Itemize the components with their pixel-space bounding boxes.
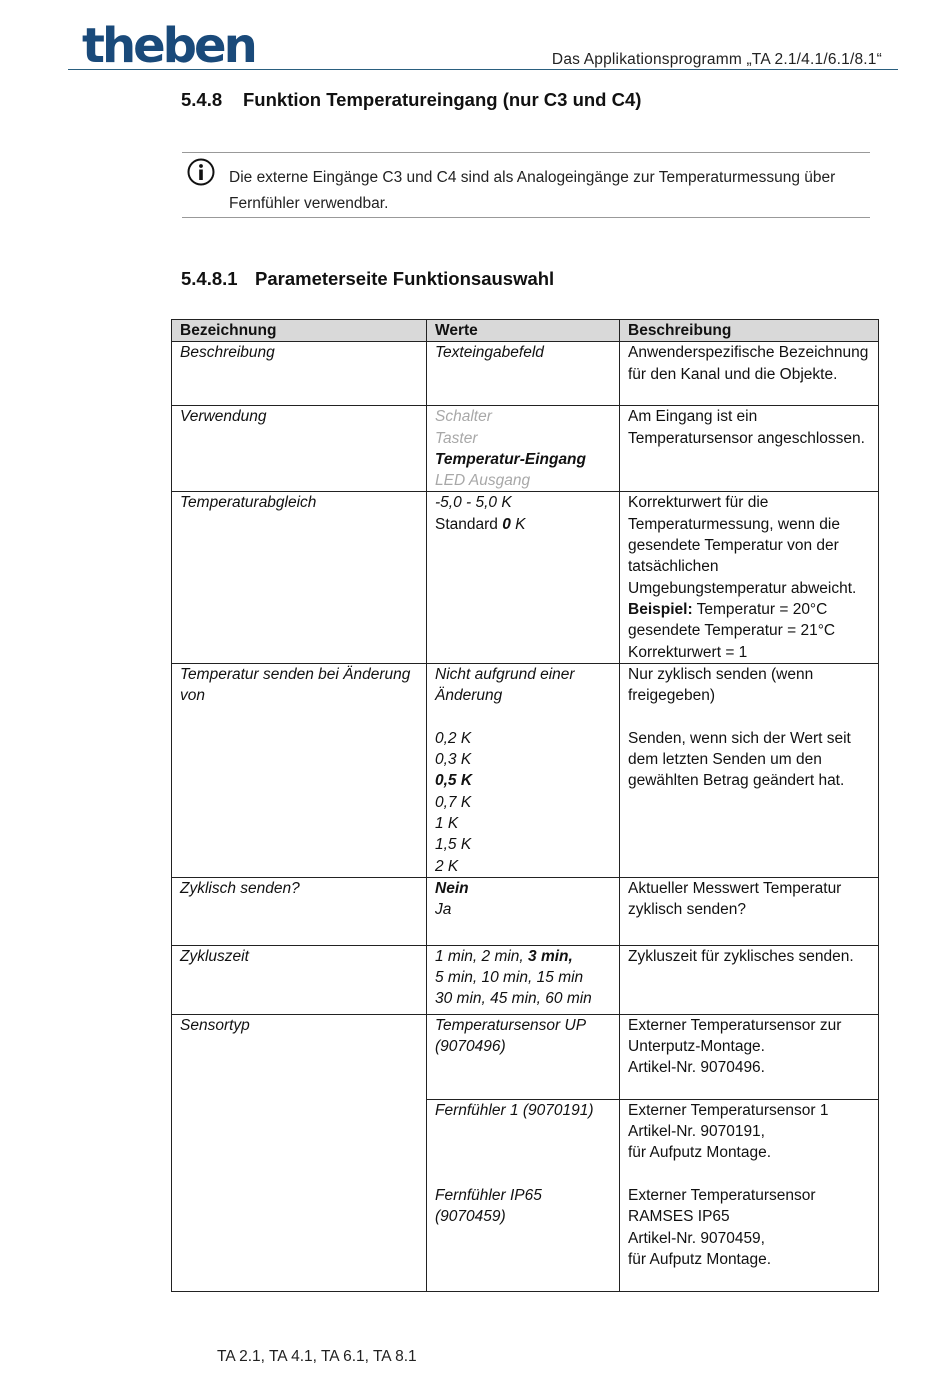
param-name: Sensortyp	[172, 1014, 427, 1291]
value-option: Taster	[435, 429, 478, 447]
theben-logo: theben	[82, 18, 255, 74]
description-text: Nur zyklisch senden (wenn freigegeben)	[628, 665, 814, 705]
value-line: 5 min, 10 min, 15 min	[435, 969, 584, 987]
table-row	[172, 945, 879, 1014]
param-description: Aktueller Messwert Temperatur zyklisch senden?	[620, 877, 879, 945]
param-values	[427, 663, 620, 877]
value-option: 1 K	[435, 814, 459, 832]
param-name: Zyklisch senden?	[172, 877, 427, 945]
param-name: Verwendung	[172, 406, 427, 492]
example-line: Korrekturwert = 1	[628, 643, 748, 661]
default-unit: K	[510, 515, 526, 533]
description-text: Artikel-Nr. 9070496.	[628, 1059, 765, 1077]
column-header-bezeichnung: Bezeichnung	[172, 320, 427, 342]
value-options: 1 min, 2 min,	[435, 947, 529, 965]
param-name: Beschreibung	[172, 342, 427, 406]
default-label: Standard	[435, 515, 503, 533]
section-number: 5.4.8	[181, 89, 223, 110]
param-name: Temperatur senden bei Änderung von	[172, 663, 427, 877]
header-title: Das Applikationsprogramm „TA 2.1/4.1/6.1/8.1“	[551, 51, 882, 68]
section-title: Funktion Temperatureingang (nur C3 und C4)	[243, 89, 642, 110]
example-label: Beispiel:	[628, 600, 693, 618]
param-description: Anwenderspezifische Bezeichnung für den Kanal und die Objekte.	[620, 342, 879, 406]
column-header-beschreibung: Beschreibung	[620, 320, 879, 342]
example-text: Temperatur = 20°C	[692, 600, 828, 618]
table-row	[172, 342, 879, 406]
spacer	[435, 1121, 613, 1142]
default-value: 0	[502, 515, 511, 533]
param-values	[427, 877, 620, 945]
value-option: Nicht aufgrund einer Änderung	[435, 665, 575, 705]
param-values	[427, 492, 620, 663]
spacer	[628, 1164, 872, 1185]
value-option: 2 K	[435, 857, 459, 875]
param-name: Temperaturabgleich	[172, 492, 427, 663]
info-note	[182, 152, 870, 218]
value-option: Fernfühler 1 (9070191)	[435, 1101, 594, 1119]
param-values	[427, 1099, 620, 1291]
table-header-row	[172, 320, 879, 342]
column-header-werte: Werte	[427, 320, 620, 342]
description-text: Korrekturwert für die Temperaturmessung, wenn die gesendete Temperatur von der tatsächlichen Umgebungstemperatur abweicht.	[628, 494, 857, 597]
param-values	[427, 945, 620, 1014]
subsection-heading	[181, 268, 554, 290]
value-option: Schalter	[435, 408, 492, 426]
param-description	[620, 663, 879, 877]
param-values	[427, 406, 620, 492]
info-icon	[187, 158, 215, 186]
table-row	[172, 663, 879, 877]
value-option: Ja	[435, 901, 452, 919]
value-option-selected: 0,5 K	[435, 772, 473, 790]
value-range: -5,0 - 5,0 K	[435, 494, 512, 512]
value-default	[435, 514, 613, 535]
param-description: Am Eingang ist ein Temperatursensor angeschlossen.	[620, 406, 879, 492]
value-option-selected: Nein	[435, 879, 469, 897]
example-line: gesendete Temperatur = 21°C	[628, 622, 836, 640]
table-row	[172, 406, 879, 492]
param-description	[620, 1099, 879, 1291]
value-line	[435, 946, 613, 967]
info-note-text: Die externe Eingänge C3 und C4 sind als Analogeingänge zur Temperaturmessung über Fernfühler verwendbar.	[229, 169, 836, 212]
spacer	[435, 1142, 613, 1163]
description-text: Artikel-Nr. 9070191,	[628, 1123, 765, 1141]
description-text: Externer Temperatursensor 1	[628, 1101, 829, 1119]
header-divider	[68, 69, 898, 70]
value-option: LED Ausgang	[435, 472, 531, 490]
spacer	[435, 1164, 613, 1185]
description-text: Externer Temperatursensor	[628, 1187, 816, 1205]
value-option: 0,2 K	[435, 729, 472, 747]
param-description	[620, 492, 879, 663]
value-option-selected: 3 min,	[528, 947, 573, 965]
spacer	[628, 706, 872, 727]
param-description	[620, 1014, 879, 1099]
param-value: Temperatursensor UP (9070496)	[427, 1014, 620, 1099]
description-text: Externer Temperatursensor zur Unterputz-Montage.	[628, 1016, 842, 1056]
parameter-table	[171, 319, 879, 1292]
section-heading	[181, 89, 641, 111]
spacer	[435, 706, 613, 727]
value-option: 0,3 K	[435, 751, 472, 769]
description-text: für Aufputz Montage.	[628, 1250, 772, 1268]
page-footer: TA 2.1, TA 4.1, TA 6.1, TA 8.1	[217, 1348, 417, 1365]
subsection-title: Parameterseite Funktionsauswahl	[255, 268, 555, 289]
param-name: Zykluszeit	[172, 945, 427, 1014]
subsection-number: 5.4.8.1	[181, 268, 238, 289]
description-text: Senden, wenn sich der Wert seit dem letzten Senden um den gewählten Betrag geändert hat.	[628, 729, 851, 790]
param-description: Zykluszeit für zyklisches senden.	[620, 945, 879, 1014]
value-option: Fernfühler IP65 (9070459)	[435, 1187, 542, 1226]
value-option-selected: Temperatur-Eingang	[435, 450, 586, 468]
description-text: für Aufputz Montage.	[628, 1144, 772, 1162]
example-line	[628, 599, 872, 620]
description-text: Artikel-Nr. 9070459,	[628, 1229, 765, 1247]
table-row	[172, 877, 879, 945]
description-text: RAMSES IP65	[628, 1208, 730, 1226]
value-option: 0,7 K	[435, 793, 472, 811]
value-option: 1,5 K	[435, 836, 472, 854]
table-row	[172, 1014, 879, 1099]
param-value: Texteingabefeld	[427, 342, 620, 406]
value-line: 30 min, 45 min, 60 min	[435, 990, 592, 1008]
table-row	[172, 492, 879, 663]
